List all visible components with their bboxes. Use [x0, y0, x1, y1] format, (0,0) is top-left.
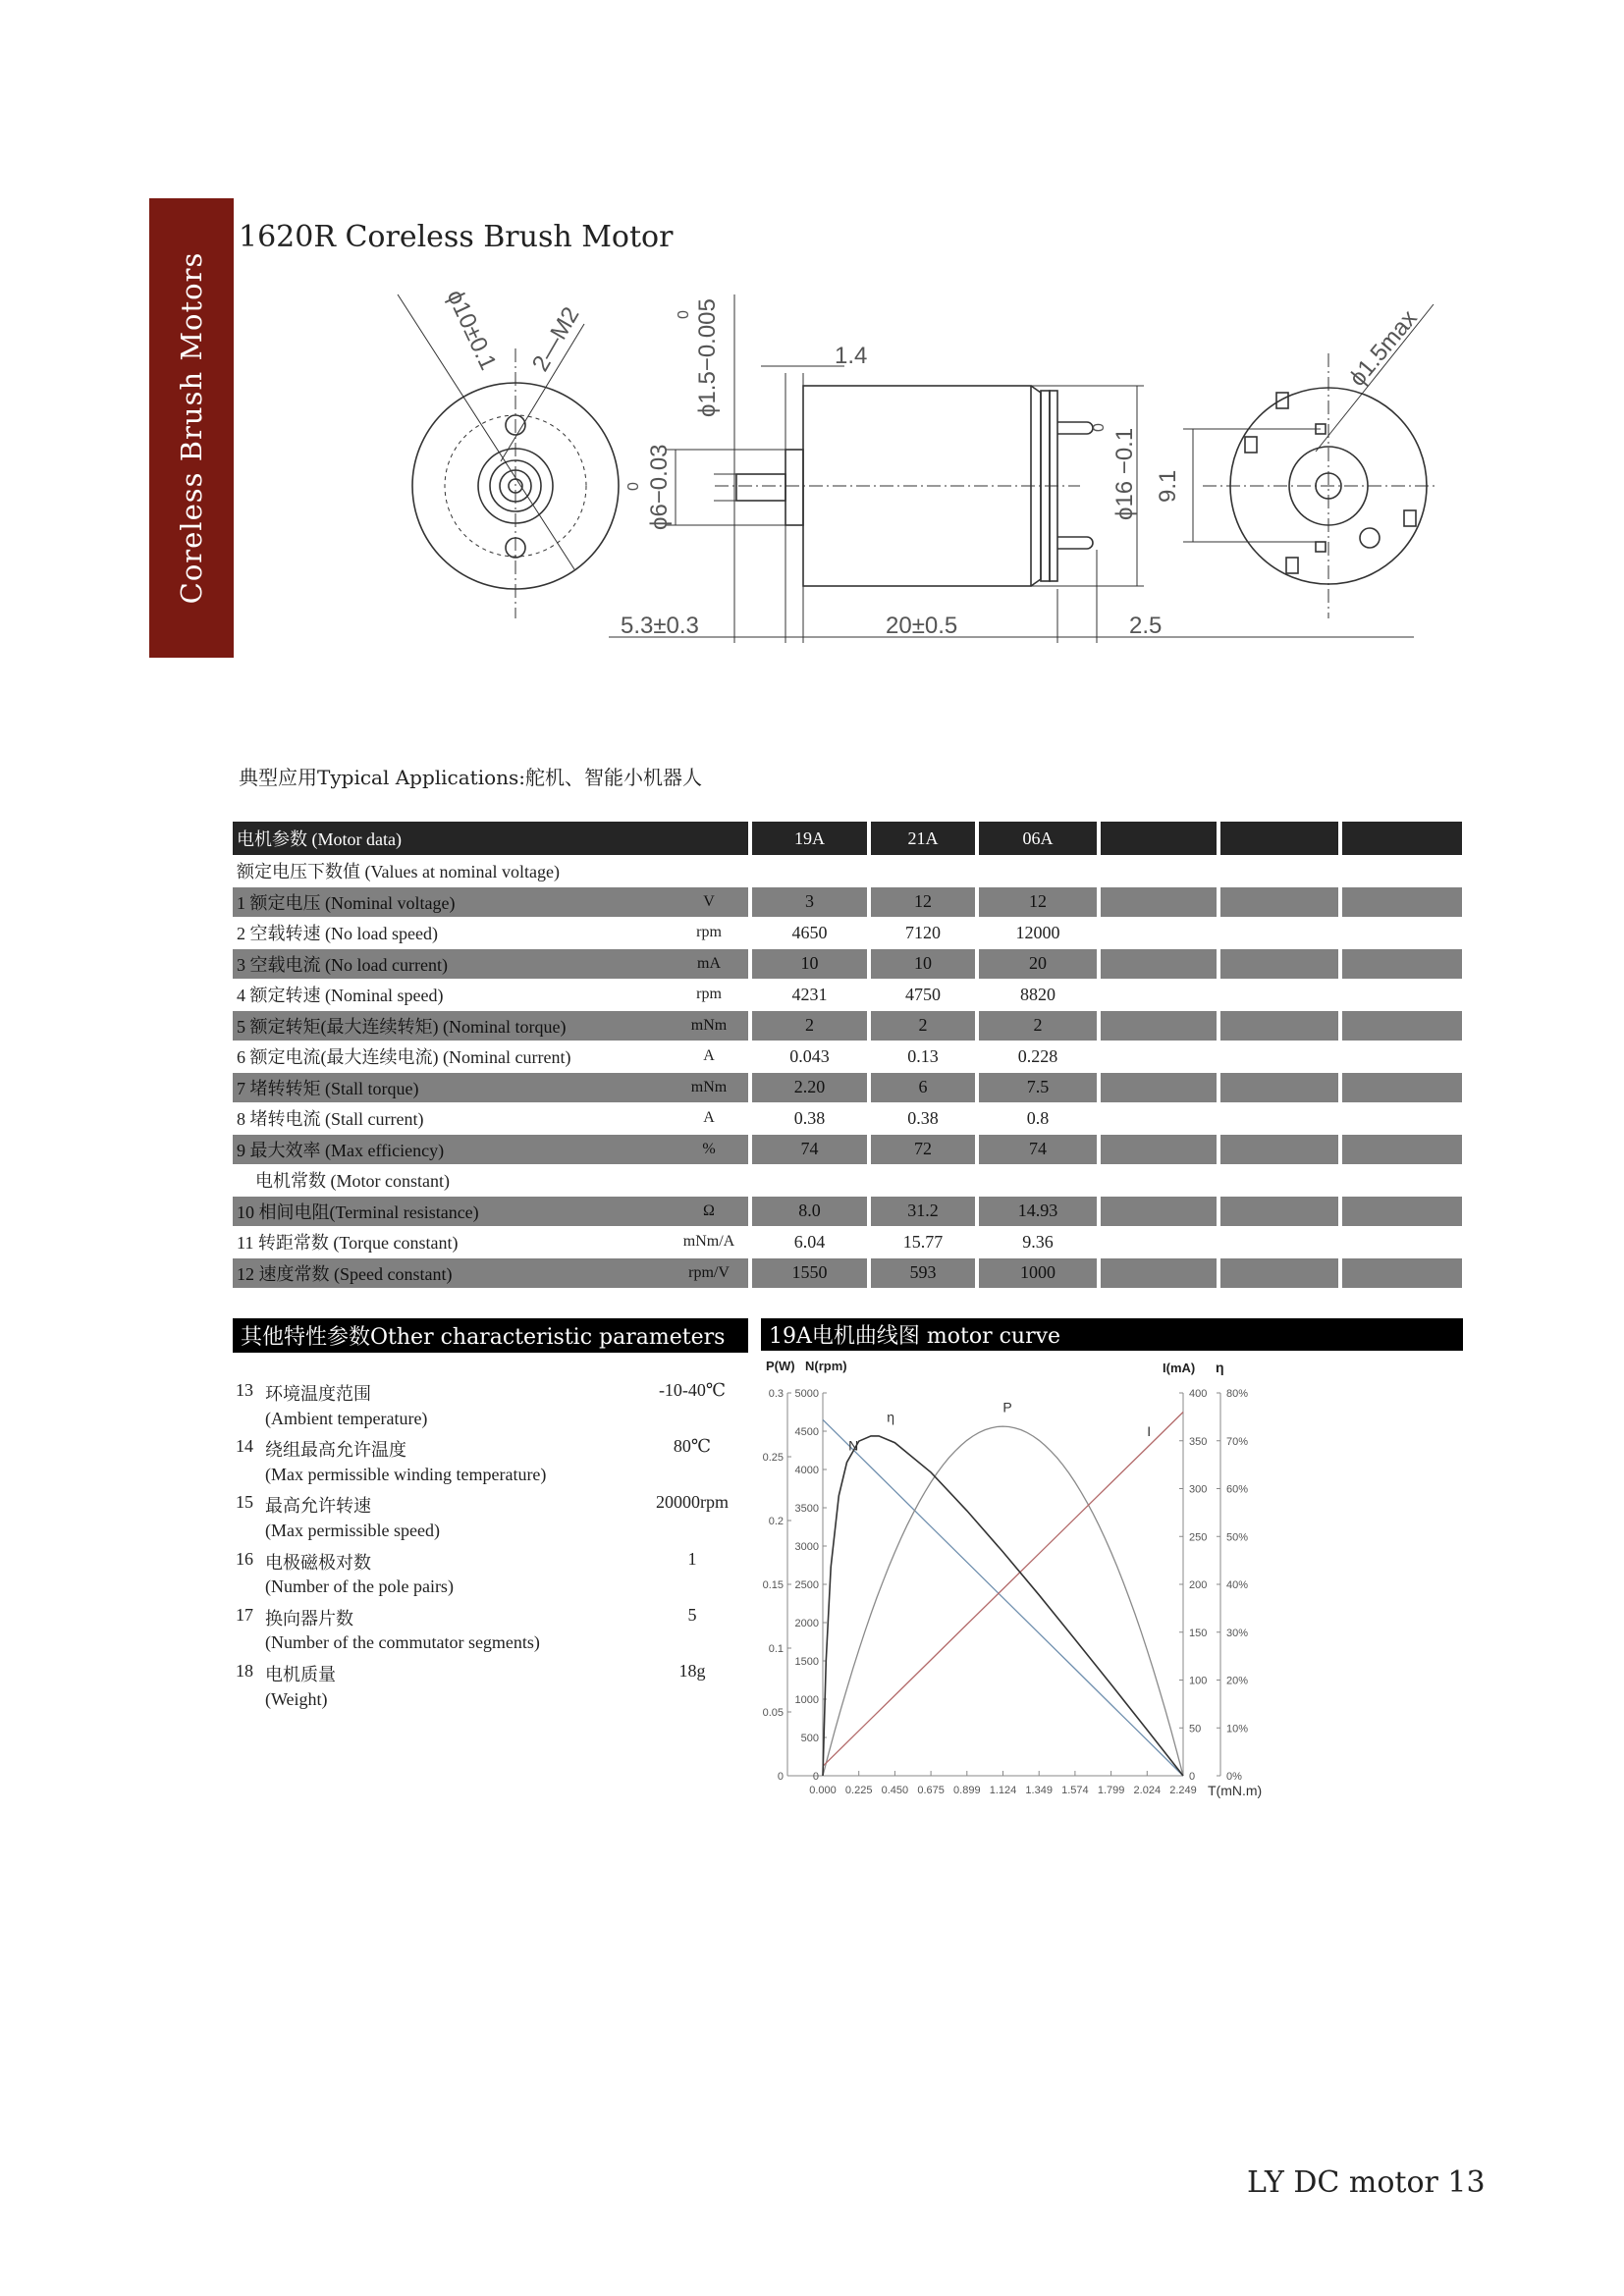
- row-value: [1342, 1227, 1462, 1258]
- row-label-text: 6 额定电流(最大连续电流) (Nominal current): [237, 1047, 571, 1068]
- param-value: 18g: [678, 1660, 706, 1681]
- row-unit: %: [702, 1140, 716, 1157]
- row-label-text: 9 最大效率 (Max efficiency): [237, 1140, 445, 1160]
- row-value: [1220, 1165, 1338, 1197]
- y-tick-label: 2000: [794, 1618, 819, 1629]
- row-value: [871, 1165, 975, 1197]
- table-row: [233, 856, 1463, 887]
- row-value: 0.38: [871, 1103, 975, 1135]
- row-label-text: 3 空载电流 (No load current): [237, 954, 448, 975]
- x-tick-label: 0.675: [917, 1785, 945, 1796]
- row-label: [233, 856, 748, 887]
- row-value: [1342, 887, 1462, 919]
- param-number: 13: [236, 1380, 253, 1400]
- param-value: 20000rpm: [656, 1492, 729, 1513]
- table-row: [233, 1011, 1463, 1042]
- param-name-en: (Weight): [265, 1688, 328, 1709]
- x-tick-label: 1.799: [1097, 1785, 1125, 1796]
- row-unit: V: [703, 892, 715, 910]
- current-axis-label: I(mA): [1163, 1361, 1196, 1375]
- row-value: 1000: [979, 1258, 1097, 1290]
- row-value: 14.93: [979, 1197, 1097, 1228]
- param-number: 18: [236, 1660, 253, 1681]
- row-label-text: 11 转距常数 (Torque constant): [237, 1233, 459, 1254]
- y-tick-label: 0.25: [762, 1452, 784, 1464]
- series-line-i: [823, 1413, 1183, 1767]
- y-tick-label: 300: [1189, 1483, 1208, 1496]
- param-name: 绕组最高允许温度: [265, 1440, 406, 1461]
- row-value: 74: [979, 1135, 1097, 1166]
- dim-shaft-length: 5.3±0.3: [621, 613, 699, 639]
- dim-boss-diameter: ϕ6−0.03: [646, 444, 673, 530]
- row-value: 15.77: [871, 1227, 975, 1258]
- param-value: -10-40℃: [658, 1380, 727, 1400]
- row-value: 0.8: [979, 1103, 1097, 1135]
- row-value: [1220, 1227, 1338, 1258]
- row-value: 2.20: [752, 1073, 867, 1104]
- x-tick-label: 0.225: [844, 1785, 873, 1796]
- row-label-text: 4 额定转速 (Nominal speed): [237, 986, 444, 1006]
- typical-applications: 典型应用Typical Applications:舵机、智能小机器人: [239, 766, 703, 789]
- param-name: 电极磁极对数: [265, 1552, 371, 1573]
- dim-boss-length: 1.4: [835, 343, 868, 369]
- row-unit: mA: [697, 954, 721, 972]
- table-row: [233, 1073, 1463, 1104]
- row-value: [1220, 1197, 1338, 1228]
- param-name-en: (Number of the pole pairs): [265, 1576, 454, 1597]
- row-unit: rpm: [696, 924, 722, 941]
- row-label-text: 2 空载转速 (No load speed): [237, 924, 438, 944]
- y-tick-label: 0.05: [762, 1707, 784, 1719]
- row-value: 1550: [752, 1258, 867, 1290]
- row-value: [1220, 1258, 1338, 1290]
- y-tick-label: 1500: [794, 1656, 819, 1668]
- series-label: I: [1147, 1422, 1152, 1439]
- row-value: [1101, 1103, 1217, 1135]
- row-value: 20: [979, 949, 1097, 981]
- row-value: 0.228: [979, 1041, 1097, 1073]
- row-value: 4231: [752, 980, 867, 1011]
- y-tick-label: 0.15: [762, 1579, 784, 1591]
- table-header-row: [233, 822, 1463, 856]
- row-label-text: 12 速度常数 (Speed constant): [237, 1263, 453, 1284]
- y-tick-label: 400: [1189, 1388, 1208, 1400]
- table-row: [233, 918, 1463, 949]
- row-label: [233, 1011, 748, 1042]
- dim-terminal-length: 2.5: [1129, 613, 1163, 639]
- x-tick-label: 0.000: [809, 1785, 837, 1796]
- row-label-text: 8 堵转电流 (Stall current): [237, 1109, 424, 1130]
- x-tick-label: 0.450: [881, 1785, 909, 1796]
- y-tick-label: 0: [812, 1771, 819, 1783]
- row-label-text: 额定电压下数值 (Values at nominal voltage): [237, 862, 560, 882]
- row-label: [233, 1041, 748, 1073]
- row-value: 4650: [752, 918, 867, 949]
- dim-body-diameter: ϕ16 −0.1: [1111, 427, 1138, 520]
- param-item-en: [236, 1632, 746, 1661]
- table-row: [233, 1041, 1463, 1073]
- y-tick-label: 150: [1189, 1627, 1208, 1639]
- table-row: [233, 980, 1463, 1011]
- y-tick-label: 0: [1189, 1771, 1196, 1783]
- row-value: 10: [871, 949, 975, 981]
- model-column-header: 19A: [752, 822, 867, 856]
- row-value: 0.38: [752, 1103, 867, 1135]
- x-tick-label: 2.249: [1169, 1785, 1197, 1796]
- row-value: [1220, 918, 1338, 949]
- row-label-text: 7 堵转转矩 (Stall torque): [237, 1078, 419, 1098]
- row-value: [1101, 949, 1217, 981]
- row-label-text: 1 额定电压 (Nominal voltage): [237, 892, 456, 913]
- row-value: [1342, 856, 1462, 887]
- front-view: [398, 294, 619, 618]
- y-tick-label: 30%: [1226, 1627, 1249, 1639]
- dim-terminal-hole: ϕ1.5max: [1343, 304, 1423, 392]
- row-value: [1342, 1258, 1462, 1290]
- row-value: 12000: [979, 918, 1097, 949]
- row-value: 7.5: [979, 1073, 1097, 1104]
- speed-axis-label: N(rpm): [805, 1359, 847, 1373]
- motor-data-table: [233, 822, 1463, 1289]
- dim-mounting-holes: 2—M2: [526, 302, 585, 376]
- row-label: [233, 980, 748, 1011]
- row-value: [1342, 980, 1462, 1011]
- row-value: [1101, 887, 1217, 919]
- row-value: [1101, 1135, 1217, 1166]
- row-value: [1220, 1135, 1338, 1166]
- row-value: [1342, 1103, 1462, 1135]
- row-value: [1342, 1011, 1462, 1042]
- row-value: [1220, 1103, 1338, 1135]
- row-value: [871, 856, 975, 887]
- param-item: [236, 1549, 746, 1577]
- table-row: [233, 949, 1463, 981]
- param-item-en: [236, 1689, 746, 1718]
- row-value: 12: [871, 887, 975, 919]
- row-label-text: 5 额定转矩(最大连续转矩) (Nominal torque): [237, 1016, 567, 1037]
- row-label: [233, 949, 748, 981]
- row-value: 10: [752, 949, 867, 981]
- param-name: 换向器片数: [265, 1608, 353, 1629]
- model-column-header: [1220, 822, 1338, 856]
- row-unit: A: [703, 1109, 715, 1127]
- series-label: N: [848, 1437, 859, 1454]
- row-value: 0.043: [752, 1041, 867, 1073]
- y-tick-label: 200: [1189, 1579, 1208, 1591]
- param-item-en: [236, 1465, 746, 1493]
- model-column-header: [1342, 822, 1462, 856]
- motor-curve-chart: [756, 1355, 1473, 1826]
- param-item-en: [236, 1521, 746, 1549]
- y-tick-label: 4000: [794, 1465, 819, 1476]
- y-tick-label: 350: [1189, 1435, 1208, 1448]
- table-row: [233, 1258, 1463, 1290]
- y-tick-label: 0: [777, 1771, 784, 1783]
- row-value: [1101, 980, 1217, 1011]
- row-label: [233, 1135, 748, 1166]
- row-label: [233, 1258, 748, 1290]
- series-line-efficiency: [823, 1436, 1183, 1776]
- y-tick-label: 70%: [1226, 1435, 1249, 1448]
- y-tick-label: 40%: [1226, 1579, 1249, 1591]
- row-label: [233, 1073, 748, 1104]
- param-item: [236, 1436, 746, 1465]
- param-item-en: [236, 1576, 746, 1605]
- row-value: [1101, 1165, 1217, 1197]
- row-label: [233, 1165, 748, 1197]
- model-column-header: 06A: [979, 822, 1097, 856]
- row-value: [979, 856, 1097, 887]
- row-label: [233, 1197, 748, 1228]
- row-value: [1220, 856, 1338, 887]
- y-tick-label: 500: [800, 1733, 819, 1744]
- row-value: [1342, 1073, 1462, 1104]
- x-tick-label: 1.349: [1025, 1785, 1053, 1796]
- row-value: 4750: [871, 980, 975, 1011]
- row-label-text: 10 相间电阻(Terminal resistance): [237, 1201, 479, 1222]
- row-value: 6.04: [752, 1227, 867, 1258]
- dim-body-length: 20±0.5: [886, 613, 958, 639]
- dim-body-tol: 0: [1091, 423, 1108, 432]
- dim-shaft-tol: 0: [676, 310, 692, 319]
- row-label: [233, 887, 748, 919]
- category-label: Coreless Brush Motors: [175, 251, 208, 605]
- param-number: 15: [236, 1492, 253, 1513]
- y-tick-label: 4500: [794, 1426, 819, 1438]
- y-tick-label: 2500: [794, 1579, 819, 1591]
- param-name: 最高允许转速: [265, 1496, 371, 1517]
- row-unit: rpm/V: [688, 1263, 730, 1281]
- y-tick-label: 0%: [1226, 1771, 1242, 1783]
- x-axis-label: T(mN.m): [1208, 1783, 1263, 1798]
- row-value: 9.36: [979, 1227, 1097, 1258]
- series-line-p: [823, 1426, 1183, 1776]
- table-row: [233, 1227, 1463, 1258]
- motor-curve-header: 19A电机曲线图 motor curve: [761, 1318, 1463, 1351]
- row-value: 8820: [979, 980, 1097, 1011]
- rear-view: [1183, 304, 1438, 618]
- row-value: [1101, 1011, 1217, 1042]
- row-value: 7120: [871, 918, 975, 949]
- param-value: 5: [687, 1604, 697, 1625]
- other-params-header: 其他特性参数Other characteristic parameters: [233, 1318, 748, 1353]
- param-item: [236, 1492, 746, 1521]
- x-tick-label: 1.124: [989, 1785, 1017, 1796]
- param-number: 16: [236, 1548, 253, 1569]
- motor-dimension-drawing: [393, 275, 1473, 648]
- row-value: 593: [871, 1258, 975, 1290]
- row-value: [1342, 1135, 1462, 1166]
- row-label: [233, 1103, 748, 1135]
- dim-boss-tol: 0: [625, 482, 642, 491]
- y-tick-label: 250: [1189, 1531, 1208, 1544]
- table-row: [233, 887, 1463, 919]
- y-tick-label: 10%: [1226, 1723, 1249, 1735]
- row-value: 31.2: [871, 1197, 975, 1228]
- row-value: [1342, 1165, 1462, 1197]
- row-label: [233, 918, 748, 949]
- table-row: [233, 1135, 1463, 1166]
- row-value: 2: [979, 1011, 1097, 1042]
- param-item: [236, 1605, 746, 1633]
- y-tick-label: 0.3: [768, 1388, 784, 1400]
- y-tick-label: 3000: [794, 1541, 819, 1553]
- row-value: [1342, 1197, 1462, 1228]
- param-number: 17: [236, 1604, 253, 1625]
- row-value: 12: [979, 887, 1097, 919]
- row-value: [1342, 1041, 1462, 1073]
- row-value: [1220, 980, 1338, 1011]
- row-value: 74: [752, 1135, 867, 1166]
- series-label: P: [1002, 1399, 1012, 1415]
- param-value: 1: [687, 1548, 697, 1569]
- y-tick-label: 50%: [1226, 1531, 1249, 1544]
- model-column-header: [1101, 822, 1217, 856]
- row-value: [1101, 1258, 1217, 1290]
- row-value: 0.13: [871, 1041, 975, 1073]
- table-row: [233, 1197, 1463, 1228]
- row-value: [1101, 1227, 1217, 1258]
- y-tick-label: 20%: [1226, 1675, 1249, 1687]
- row-unit: mNm/A: [682, 1233, 735, 1251]
- x-tick-label: 2.024: [1133, 1785, 1162, 1796]
- param-item-en: [236, 1409, 746, 1437]
- y-tick-label: 50: [1189, 1723, 1202, 1735]
- y-tick-label: 0.2: [768, 1516, 784, 1527]
- param-name-en: (Max permissible winding temperature): [265, 1464, 547, 1484]
- x-tick-label: 1.574: [1061, 1785, 1089, 1796]
- model-column-header: 21A: [871, 822, 975, 856]
- row-value: 2: [752, 1011, 867, 1042]
- power-axis-label: P(W): [766, 1359, 795, 1373]
- x-tick-label: 0.899: [953, 1785, 981, 1796]
- row-value: 3: [752, 887, 867, 919]
- row-value: 8.0: [752, 1197, 867, 1228]
- page-footer: LY DC motor 13: [1247, 2165, 1486, 2200]
- category-sidebar: [149, 198, 234, 658]
- row-value: [1101, 856, 1217, 887]
- row-unit: mNm: [690, 1078, 728, 1095]
- table-row: [233, 1103, 1463, 1135]
- row-value: 72: [871, 1135, 975, 1166]
- y-tick-label: 80%: [1226, 1388, 1249, 1400]
- table-row: [233, 1165, 1463, 1197]
- row-value: [1220, 887, 1338, 919]
- row-unit: rpm: [696, 986, 722, 1003]
- row-value: [1342, 918, 1462, 949]
- row-value: [1101, 918, 1217, 949]
- dim-terminal-spacing: 9.1: [1155, 469, 1181, 503]
- table-header-label: 电机参数 (Motor data): [233, 822, 748, 856]
- y-tick-label: 5000: [794, 1388, 819, 1400]
- series-label: η: [887, 1409, 895, 1425]
- row-value: [1101, 1041, 1217, 1073]
- y-tick-label: 3500: [794, 1503, 819, 1515]
- param-name-en: (Number of the commutator segments): [265, 1632, 540, 1653]
- row-value: [1220, 1073, 1338, 1104]
- row-value: 2: [871, 1011, 975, 1042]
- efficiency-axis-label: η: [1216, 1360, 1224, 1375]
- param-item: [236, 1380, 746, 1409]
- y-tick-label: 0.1: [768, 1643, 784, 1655]
- page-title: 1620R Coreless Brush Motor: [239, 220, 674, 254]
- param-name: 电机质量: [265, 1664, 336, 1684]
- param-item: [236, 1661, 746, 1689]
- other-params-list: [236, 1380, 746, 1717]
- row-value: [1342, 949, 1462, 981]
- row-unit: A: [703, 1047, 715, 1065]
- row-unit: Ω: [703, 1201, 715, 1219]
- row-value: [1220, 1011, 1338, 1042]
- param-number: 14: [236, 1436, 253, 1457]
- row-value: [979, 1165, 1097, 1197]
- param-name: 环境温度范围: [265, 1384, 371, 1404]
- row-value: [1101, 1197, 1217, 1228]
- param-value: 80℃: [673, 1436, 712, 1457]
- row-label-text: 电机常数 (Motor constant): [255, 1171, 450, 1192]
- row-value: [1220, 949, 1338, 981]
- row-value: [752, 1165, 867, 1197]
- dim-front-diameter: ϕ10±0.1: [441, 286, 502, 375]
- row-label: [233, 1227, 748, 1258]
- y-tick-label: 1000: [794, 1694, 819, 1706]
- row-unit: mNm: [690, 1016, 728, 1034]
- param-name-en: (Max permissible speed): [265, 1520, 440, 1540]
- row-value: [1101, 1073, 1217, 1104]
- param-name-en: (Ambient temperature): [265, 1408, 428, 1428]
- row-value: [1220, 1041, 1338, 1073]
- row-value: [752, 856, 867, 887]
- dim-shaft-diameter: ϕ1.5−0.005: [694, 298, 721, 417]
- y-tick-label: 100: [1189, 1675, 1208, 1687]
- y-tick-label: 60%: [1226, 1483, 1249, 1496]
- row-value: 6: [871, 1073, 975, 1104]
